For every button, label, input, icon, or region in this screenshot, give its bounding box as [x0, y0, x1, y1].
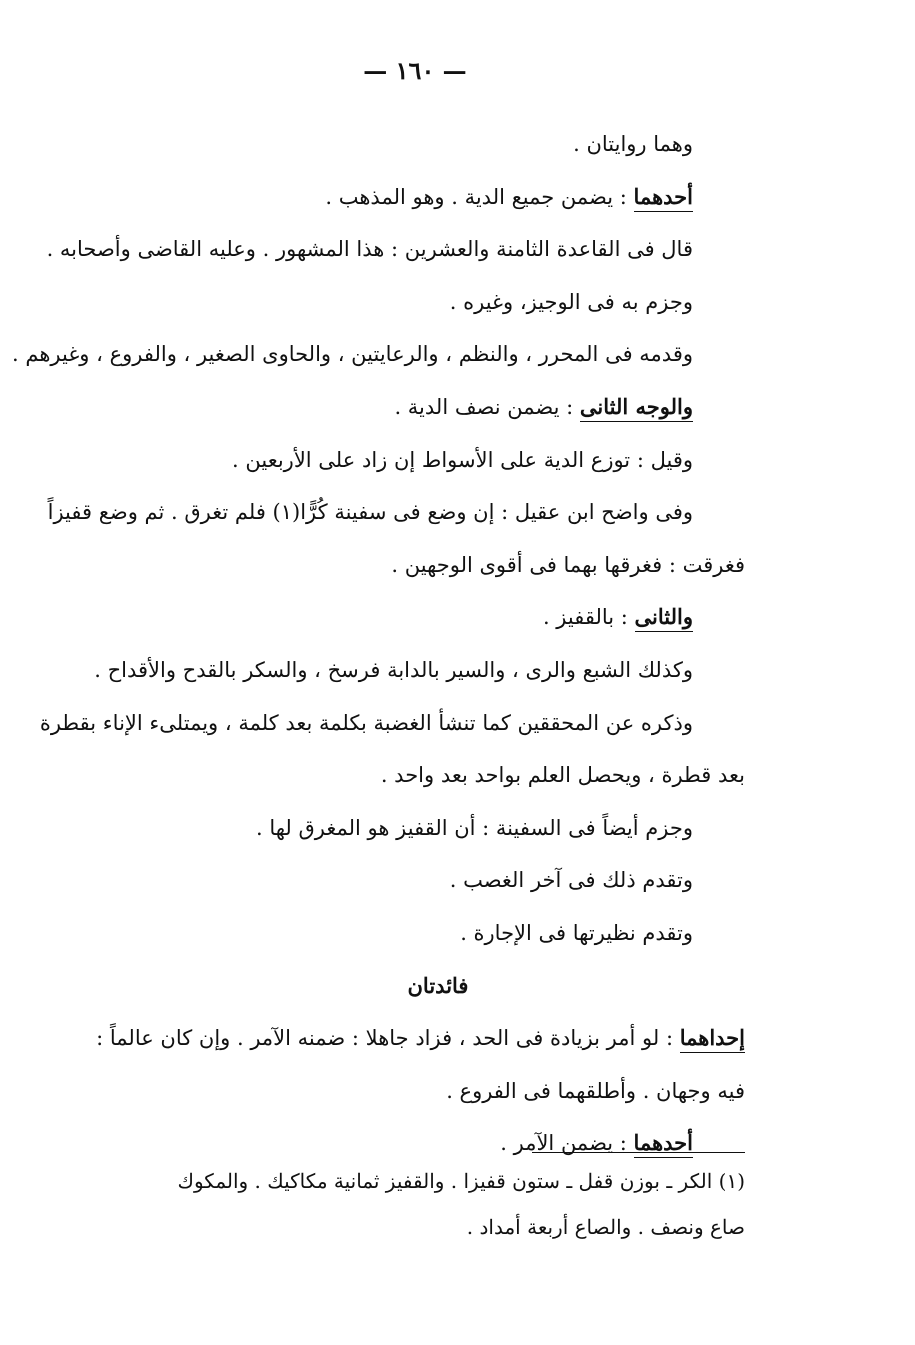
line-text: وتقدم نظيرتها فى الإجارة .	[460, 920, 693, 945]
text-line	[53, 171, 693, 224]
text-line	[47, 486, 693, 539]
line-text: بعد قطرة ، ويحصل العلم بواحد بعد واحد .	[380, 763, 745, 788]
line-lead: والثانى	[635, 604, 693, 632]
line-text: : يضمن جميع الدية . وهو المذهب .	[325, 184, 634, 209]
footnotes	[45, 1158, 745, 1250]
line-text: وتقدم ذلك فى آخر الغصب .	[449, 868, 693, 893]
footnote-line: صاع ونصف . والصاع أربعة أمداد .	[466, 1215, 745, 1239]
line-text: وقدمه فى المحرر ، والنظم ، والرعايتين ، والحاوى الصغير ، والفروع ، وغيرهم .	[12, 342, 693, 367]
line-text: وذكره عن المحققين كما تنشأ الغضبة بكلمة بعد كلمة ، ويمتلىء الإناء بقطرة	[39, 710, 693, 735]
footnote-divider	[532, 1152, 745, 1153]
line-text: وفى واضح ابن عقيل : إن وضع فى سفينة كُرًّا(١) فلم تغرق . ثم وضع قفيزاً	[47, 500, 693, 525]
text-line	[53, 1065, 745, 1118]
main-text	[12, 118, 745, 1170]
line-text: فيه وجهان . وأطلقهما فى الفروع .	[446, 1078, 745, 1103]
text-line	[53, 802, 693, 855]
page-number: — ١٦٠ —	[363, 56, 467, 85]
line-text: : بالقفيز .	[542, 605, 635, 630]
line-text: وجزم به فى الوجيز، وغيره .	[449, 289, 693, 314]
section-heading: فائدتان	[407, 972, 469, 998]
line-text: فغرقت : فغرقها بهما فى أقوى الوجهين .	[391, 552, 745, 577]
text-line	[53, 381, 693, 434]
line-text: قال فى القاعدة الثامنة والعشرين : هذا المشهور . وعليه القاضى وأصحابه .	[46, 237, 693, 262]
text-line	[53, 644, 693, 697]
text-line	[53, 749, 745, 802]
line-text: وهما روايتان .	[573, 132, 693, 156]
footnote-line: (١) الكر ـ بوزن قفل ـ ستون قفيزا . والقفيز ثمانية مكاكيك . والمكوك	[177, 1169, 745, 1193]
text-line	[53, 276, 693, 329]
text-line	[53, 907, 693, 960]
line-text: : لو أمر بزيادة فى الحد ، فزاد جاهلا : ضمنه الآمر . وإن كان عالماً :	[96, 1026, 680, 1051]
text-line	[53, 118, 693, 171]
line-text: وقيل : توزع الدية على الأسواط إن زاد على الأربعين .	[232, 447, 693, 472]
line-text: : يضمن الآمر .	[500, 1131, 634, 1156]
text-line	[53, 539, 745, 592]
text-line	[53, 591, 693, 644]
text-line	[53, 854, 693, 907]
text-line	[46, 223, 693, 276]
line-text: وكذلك الشبع والرى ، والسير بالدابة فرسخ ، والسكر بالقدح والأقداح .	[94, 657, 693, 682]
line-lead: إحداهما	[680, 1025, 745, 1053]
line-text: : يضمن نصف الدية .	[394, 394, 580, 419]
line-lead: أحدهما	[634, 184, 693, 212]
text-line	[39, 697, 693, 750]
line-text: وجزم أيضاً فى السفينة : أن القفيز هو المغرق لها .	[255, 815, 693, 840]
text-line	[53, 1012, 745, 1065]
line-lead: والوجه الثانى	[580, 394, 693, 422]
text-line	[12, 328, 693, 381]
text-line	[53, 434, 693, 487]
line-lead: أحدهما	[634, 1130, 693, 1158]
